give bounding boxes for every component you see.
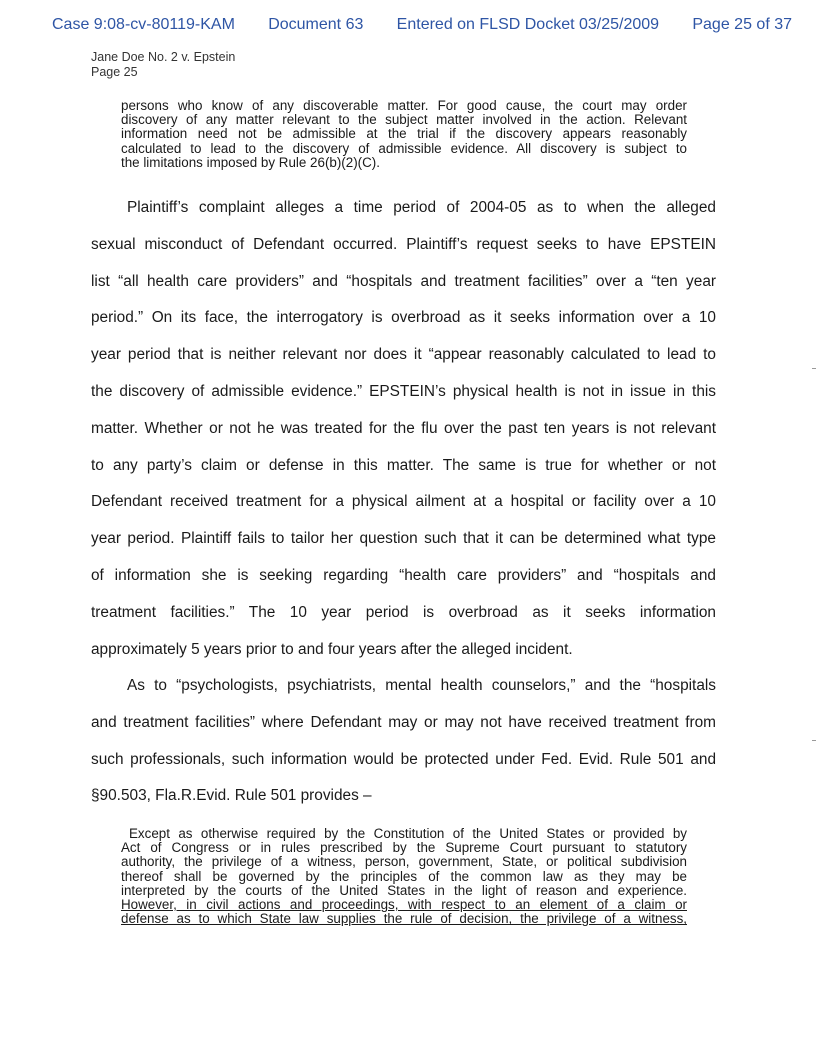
text-line: Plaintiff’s complaint alleges a time period of 2004-05 as to when the alleged — [127, 199, 716, 216]
running-header-caption: Jane Doe No. 2 v. Epstein — [91, 50, 236, 64]
quote-line-underlined: defense as to which State law supplies the rule of decision, the privilege of a witness, — [121, 911, 687, 927]
entered-date: Entered on FLSD Docket 03/25/2009 — [396, 16, 660, 33]
block-quote-bottom — [121, 827, 687, 926]
text-line: matter. Whether or not he was treated for the flu over the past ten years is not relevant — [91, 419, 716, 437]
text-line: §90.503, Fla.R.Evid. Rule 501 provides – — [91, 787, 372, 805]
block-quote-top — [121, 99, 687, 170]
paragraph-2 — [91, 668, 716, 815]
quote-line: interpreted by the courts of the United States in the light of reason and experience. — [121, 882, 687, 898]
text-line: list “all health care providers” and “hospitals and treatment facilities” over a “ten year — [91, 272, 716, 290]
document-number: Document 63 — [268, 16, 364, 33]
quote-line: the limitations imposed by Rule 26(b)(2)(C). — [121, 154, 380, 170]
text-line: the discovery of admissible evidence.” EPSTEIN’s physical health is not in issue in this — [91, 382, 716, 400]
quote-line: Act of Congress or in rules prescribed by the Supreme Court pursuant to statutory — [121, 840, 687, 856]
quote-line: persons who know of any discoverable matter. For good cause, the court may order — [121, 98, 687, 113]
text-line: sexual misconduct of Defendant occurred. Plaintiff’s request seeks to have EPSTEIN — [91, 235, 716, 253]
text-line: year period. Plaintiff fails to tailor her question such that it can be determined what type — [91, 530, 716, 548]
quote-line: Except as otherwise required by the Constitution of the United States or provided by — [129, 826, 687, 841]
margin-mark — [812, 368, 816, 369]
text-line: period.” On its face, the interrogatory is overbroad as it seeks information over a 10 — [91, 309, 716, 327]
page-count: Page 25 of 37 — [692, 16, 792, 33]
text-line: Defendant received treatment for a physical ailment at a hospital or facility over a 10 — [91, 493, 716, 511]
running-header-page: Page 25 — [91, 65, 138, 79]
case-number: Case 9:08-cv-80119-KAM — [52, 16, 235, 33]
text-line: treatment facilities.” The 10 year period is overbroad as it seeks information — [91, 603, 716, 621]
text-line: As to “psychologists, psychiatrists, mental health counselors,” and the “hospitals — [127, 677, 716, 694]
docket-header — [52, 16, 792, 34]
text-line: and treatment facilities” where Defendant may or may not have received treatment from — [91, 713, 716, 731]
text-line: year period that is neither relevant nor does it “appear reasonably calculated to lead to — [91, 346, 716, 364]
text-line: approximately 5 years prior to and four years after the alleged incident. — [91, 640, 573, 658]
quote-line: discovery of any matter relevant to the subject matter involved in the action. Relevant — [121, 112, 687, 128]
quote-line: authority, the privilege of a witness, person, government, State, or political subdivision — [121, 854, 687, 870]
quote-line: information need not be admissible at the trial if the discovery appears reasonably — [121, 126, 687, 142]
paragraph-1 — [91, 190, 716, 668]
margin-mark — [812, 740, 816, 741]
text-line: such professionals, such information would be protected under Fed. Evid. Rule 501 and — [91, 750, 716, 768]
text-line: to any party’s claim or defense in this matter. The same is true for whether or not — [91, 456, 716, 474]
quote-line: calculated to lead to the discovery of admissible evidence. All discovery is subject to — [121, 140, 687, 156]
quote-line-underlined: However, in civil actions and proceedings, with respect to an element of a claim or — [121, 897, 687, 913]
quote-line: thereof shall be governed by the principles of the common law as they may be — [121, 868, 687, 884]
text-line: of information she is seeking regarding “health care providers” and “hospitals and — [91, 566, 716, 584]
